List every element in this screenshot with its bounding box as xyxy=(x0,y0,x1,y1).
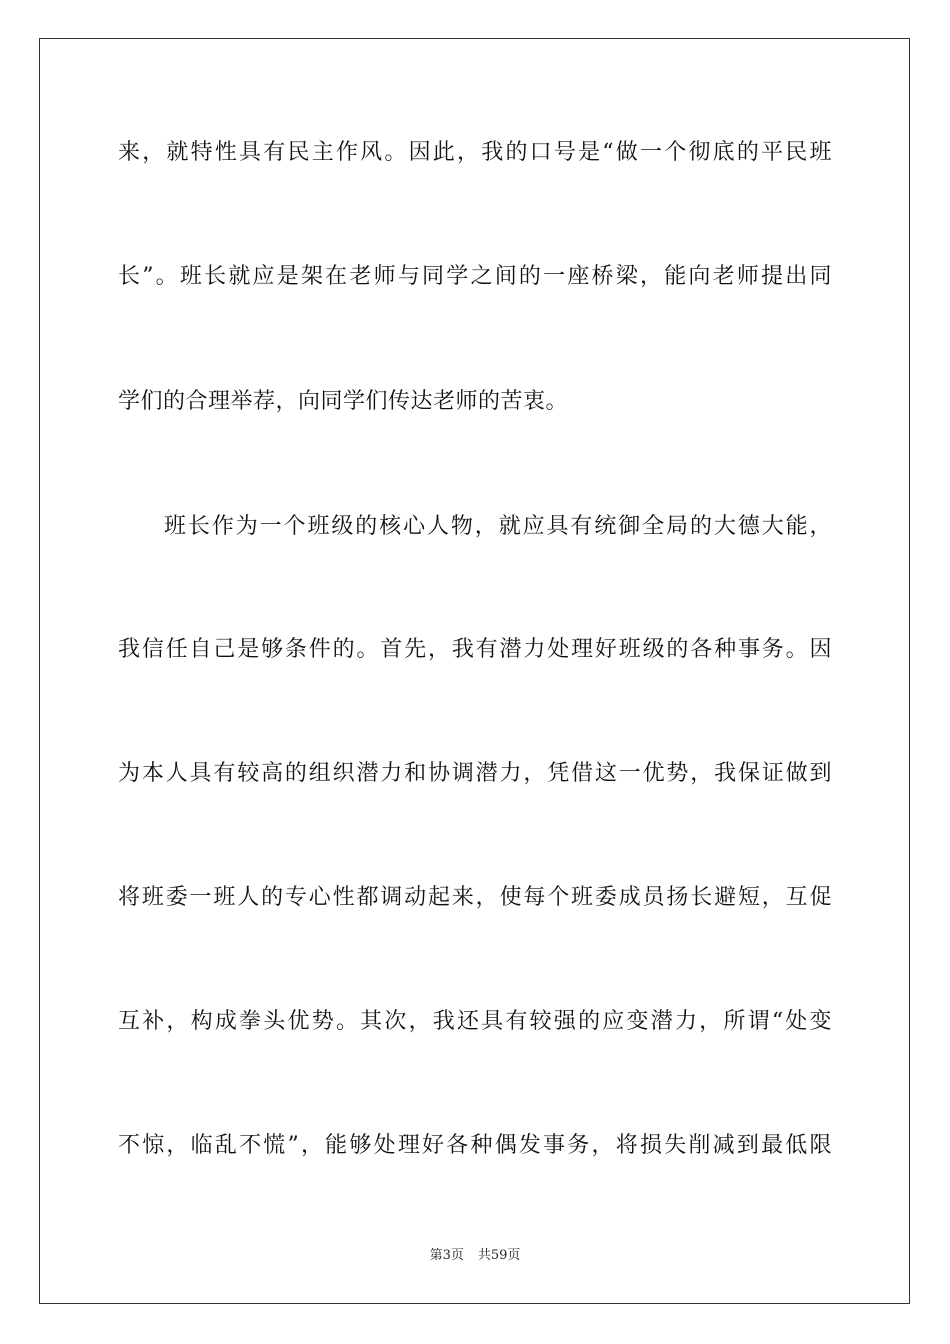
body-line-2: 长”。班长就应是架在老师与同学之间的一座桥梁，能向老师提出同 xyxy=(118,264,832,289)
body-line-1: 来，就特性具有民主作风。因此，我的口号是“做一个彻底的平民班 xyxy=(118,140,832,165)
body-line-3: 学们的合理举荐，向同学们传达老师的苦衷。 xyxy=(118,389,569,414)
page-number: 第3页 xyxy=(429,1248,464,1263)
body-line-5: 我信任自己是够条件的。首先，我有潜力处理好班级的各种事务。因 xyxy=(118,637,832,662)
page-total: 共59页 xyxy=(477,1248,521,1263)
body-line-6: 为本人具有较高的组织潜力和协调潜力，凭借这一优势，我保证做到 xyxy=(118,761,832,786)
body-line-4: 班长作为一个班级的核心人物，就应具有统御全局的大德大能， xyxy=(164,514,832,539)
page-footer xyxy=(0,1247,950,1265)
body-line-7: 将班委一班人的专心性都调动起来，使每个班委成员扬长避短，互促 xyxy=(118,885,832,910)
page-border xyxy=(39,38,910,1304)
body-line-8: 互补，构成拳头优势。其次，我还具有较强的应变潜力，所谓“处变 xyxy=(118,1009,832,1034)
body-line-9: 不惊，临乱不慌”，能够处理好各种偶发事务，将损失削减到最低限 xyxy=(118,1133,832,1158)
